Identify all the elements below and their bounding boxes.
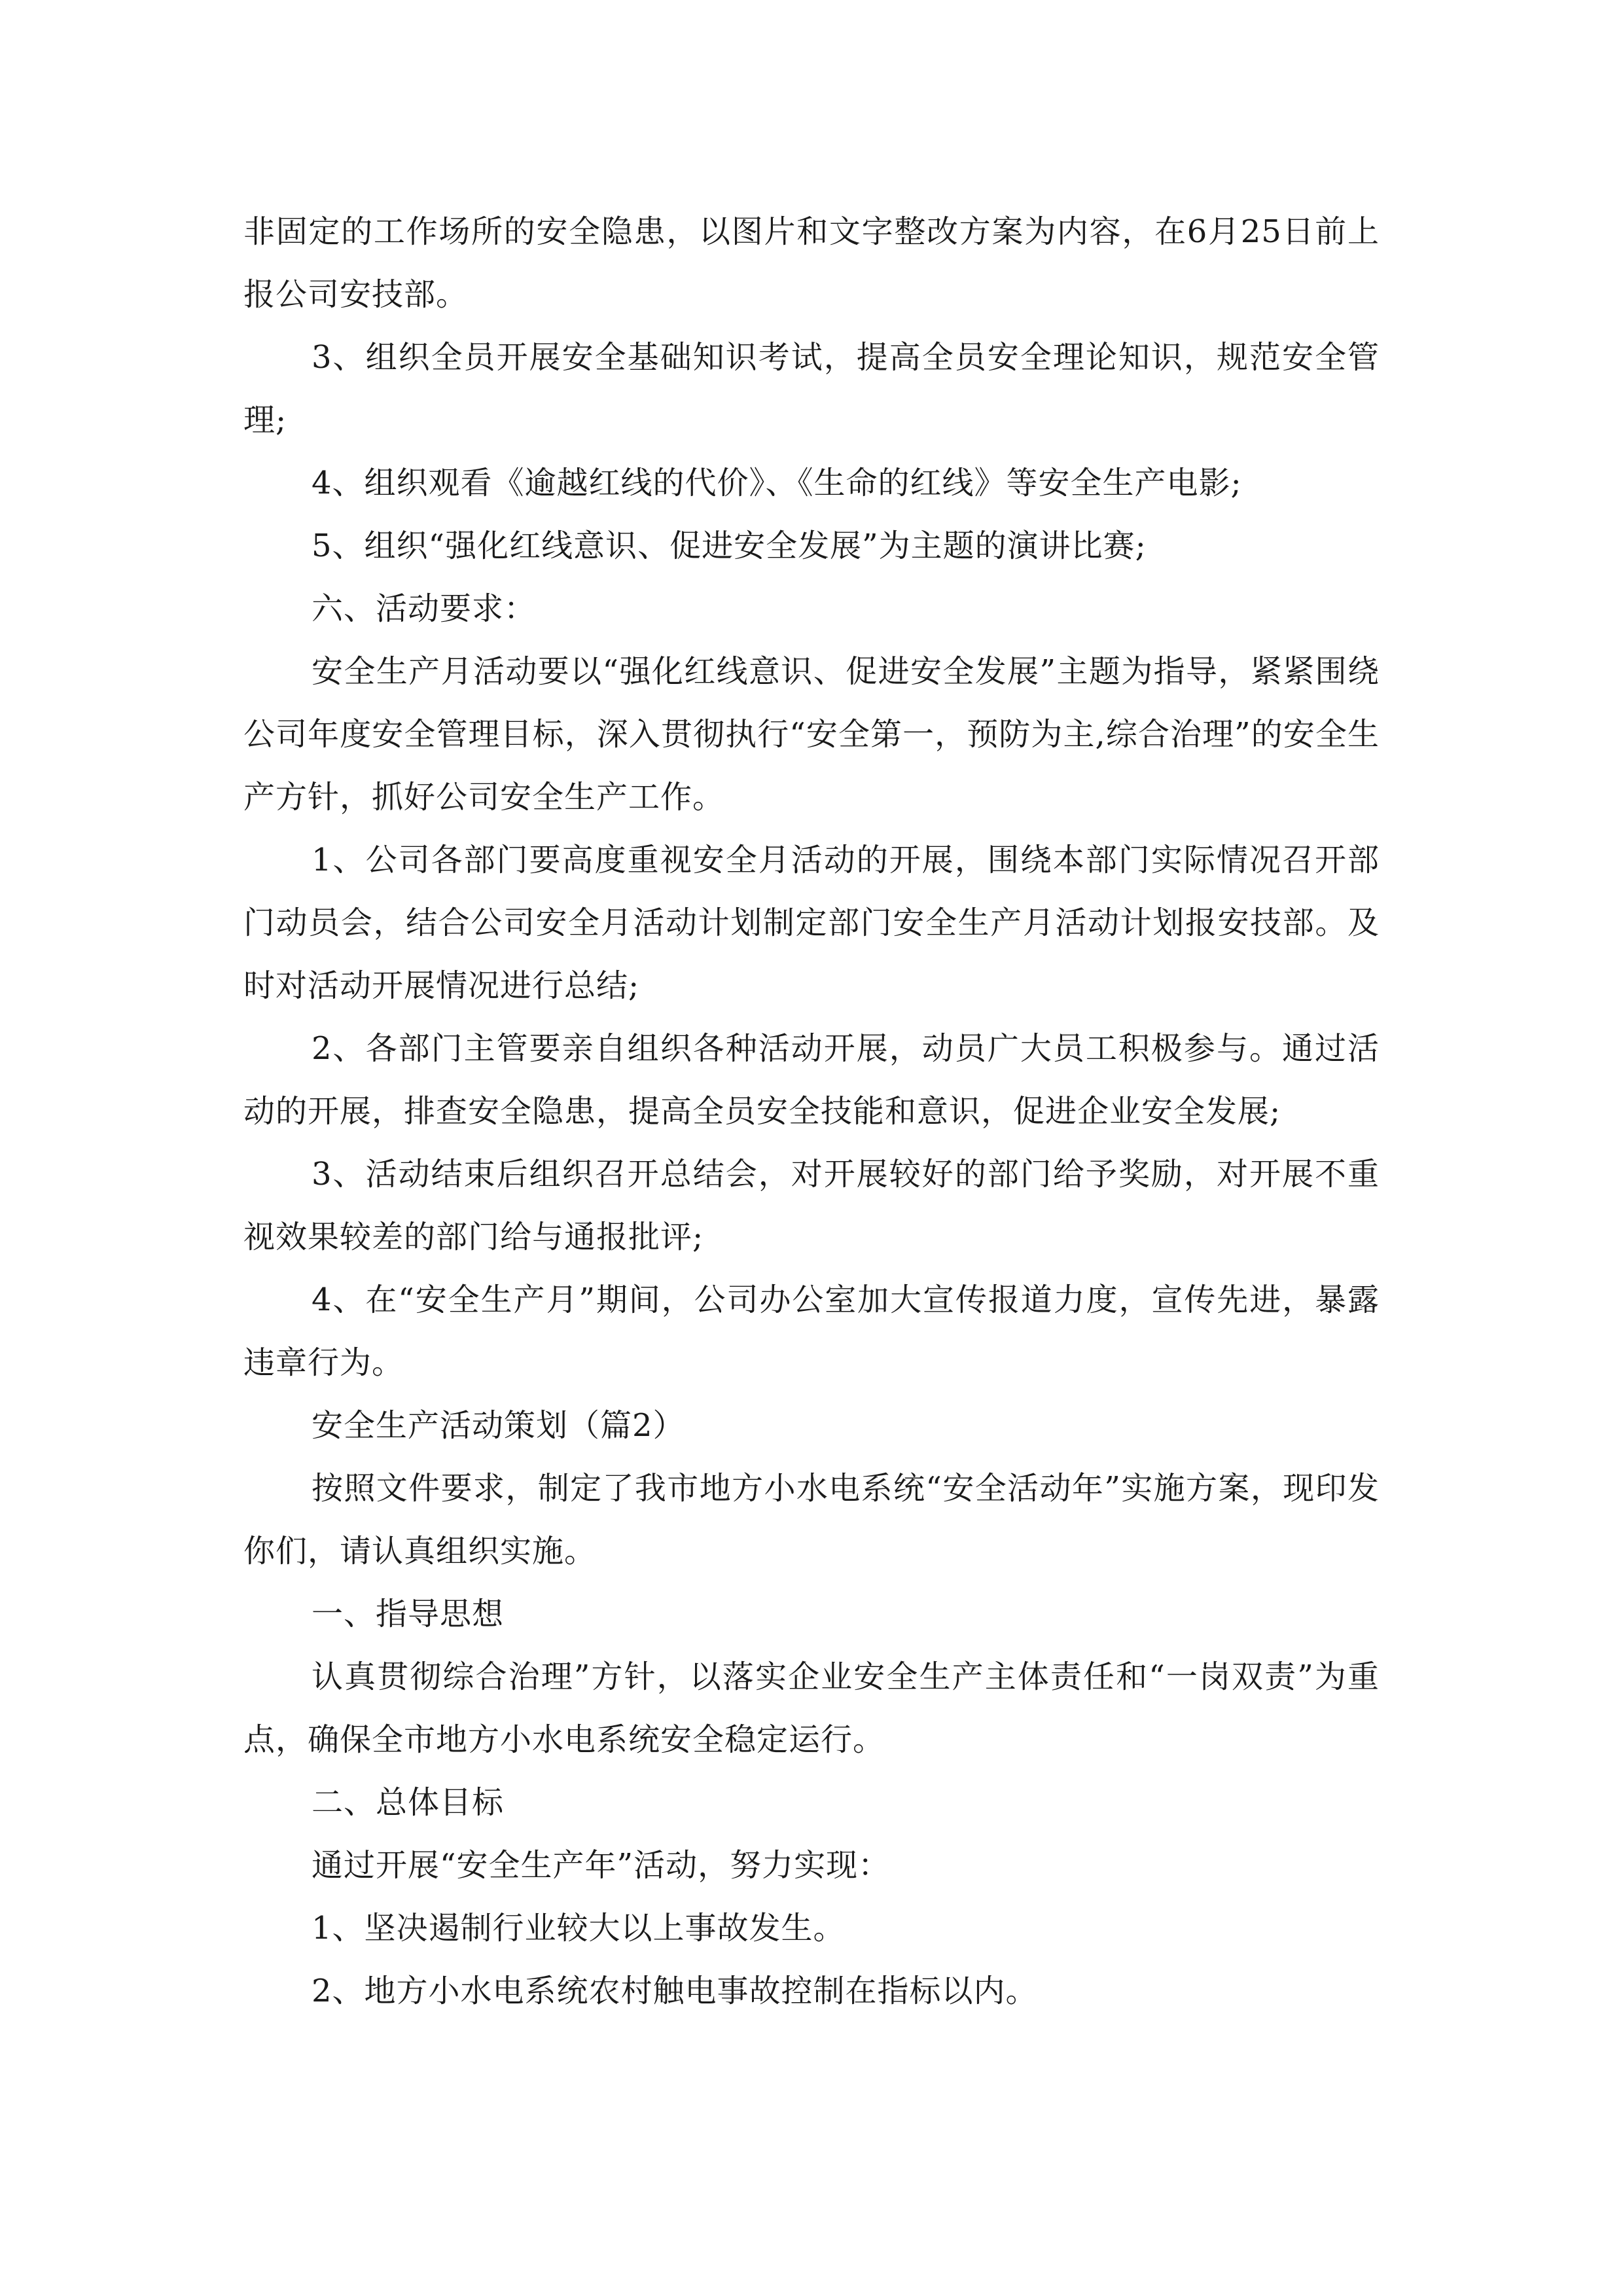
paragraph-guiding-ideology: 认真贯彻综合治理”方针，以落实企业安全生产主体责任和“一岗双责”为重点，确保全市地方小水电系统安全稳定运行。	[243, 1659, 1380, 1758]
paragraph-goal-2: 2、地方小水电系统农村触电事故控制在指标以内。	[312, 1973, 1038, 2009]
paragraph-part-2-intro: 按照文件要求，制定了我市地方小水电系统“安全活动年”实施方案，现印发你们，请认真组织实施。	[243, 1470, 1380, 1570]
paragraph-goal-1: 1、坚决遏制行业较大以上事故发生。	[312, 1910, 846, 1946]
section-heading-guiding-ideology: 一、指导思想	[312, 1596, 505, 1632]
paragraph-requirement-4: 4、在“安全生产月”期间，公司办公室加大宣传报道力度，宣传先进，暴露违章行为。	[243, 1282, 1380, 1381]
section-heading-overall-goals: 二、总体目标	[312, 1784, 505, 1821]
paragraph-requirement-3: 3、活动结束后组织召开总结会，对开展较好的部门给予奖励，对开展不重视效果较差的部门给与通报批评;	[243, 1156, 1380, 1255]
paragraph-item-4-films: 4、组织观看《逾越红线的代价》、《生命的红线》等安全生产电影;	[312, 465, 1242, 501]
paragraph-hazard-report: 非固定的工作场所的安全隐患，以图片和文字整改方案为内容，在6月25日前上报公司安技部。	[243, 213, 1380, 313]
paragraph-item-3-exam: 3、组织全员开展安全基础知识考试，提高全员安全理论知识，规范安全管理;	[243, 339, 1380, 439]
article-title-part-2: 安全生产活动策划（篇2）	[312, 1407, 685, 1444]
paragraph-requirement-2: 2、各部门主管要亲自组织各种活动开展，动员广大员工积极参与。通过活动的开展，排查安全隐患，提高全员安全技能和意识，促进企业安全发展;	[243, 1030, 1380, 1130]
section-heading-requirements: 六、活动要求：	[312, 590, 537, 627]
paragraph-goals-intro: 通过开展“安全生产年”活动，努力实现：	[312, 1847, 891, 1884]
paragraph-item-5-speech: 5、组织“强化红线意识、促进安全发展”为主题的演讲比赛;	[312, 528, 1147, 564]
document-body	[243, 200, 1380, 2022]
paragraph-requirement-1: 1、公司各部门要高度重视安全月活动的开展，围绕本部门实际情况召开部门动员会，结合公司安全月活动计划制定部门安全生产月活动计划报安技部。及时对活动开展情况进行总结;	[243, 842, 1380, 1004]
paragraph-requirements-intro: 安全生产月活动要以“强化红线意识、促进安全发展”主题为指导，紧紧围绕公司年度安全管理目标，深入贯彻执行“安全第一，预防为主,综合治理”的安全生产方针，抓好公司安全生产工作。	[243, 653, 1380, 816]
